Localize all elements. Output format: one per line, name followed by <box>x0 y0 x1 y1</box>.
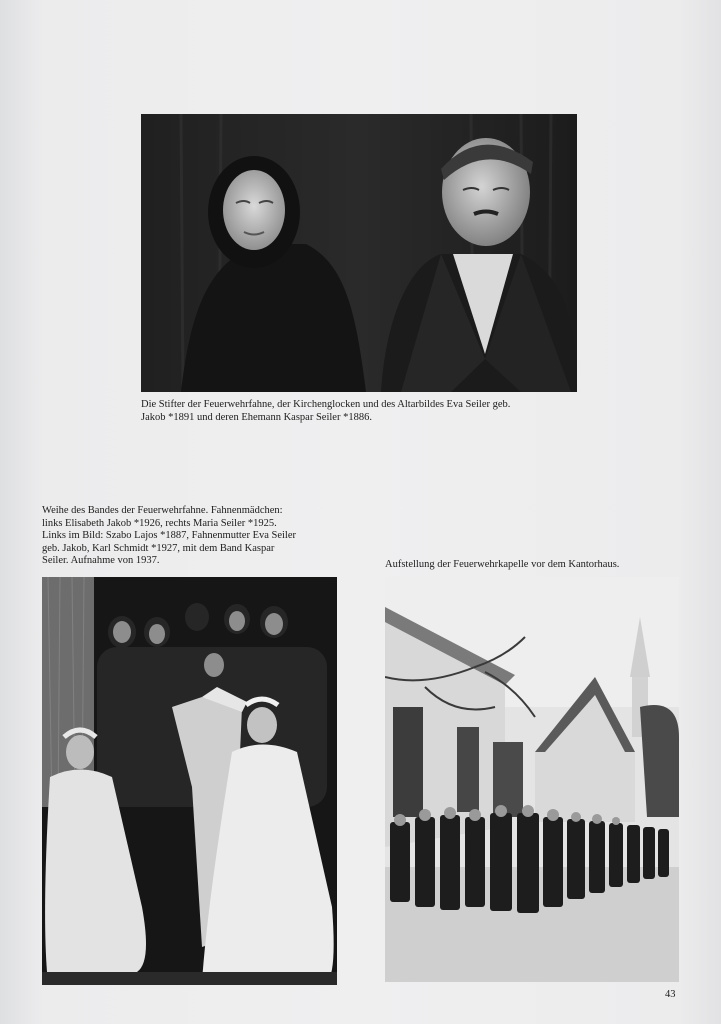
page-number: 43 <box>665 989 676 1000</box>
ribbon-ceremony-photo <box>42 577 337 985</box>
ceremony-caption: Weihe des Bandes der Feuerwehrfahne. Fahnenmädchen: links Elisabeth Jakob *1926, rechts Maria Seiler *1925. Links im Bild: Szabo Lajos *1887, Fahnenmutter Eva Seiler geb. Jakob, Karl Schmidt *1927, mit dem Band Kaspar Seiler. Aufnahme von 1937. <box>42 505 297 566</box>
portrait-photo <box>141 114 577 392</box>
portrait-caption: Die Stifter der Feuerwehrfahne, der Kirchenglocken und des Altarbildes Eva Seiler geb. Jakob *1891 und deren Ehemann Kaspar Seiler *1886. <box>141 399 511 423</box>
band-caption: Aufstellung der Feuerwehrkapelle vor dem Kantorhaus. <box>385 559 620 570</box>
fire-brigade-band-photo <box>385 577 679 982</box>
